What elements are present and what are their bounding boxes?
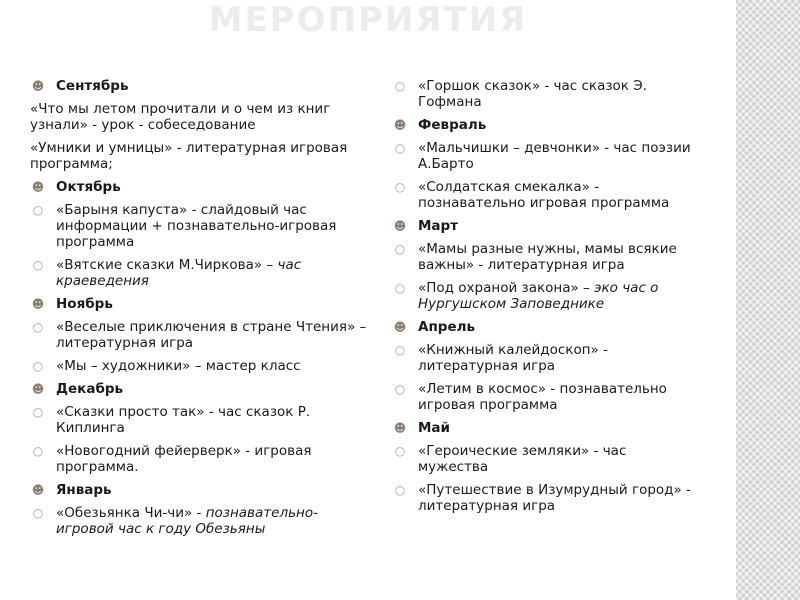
item-text: «Книжный калейдоскоп» - литературная игра [418, 342, 608, 374]
hollow-circle-icon: ○ [32, 359, 44, 373]
hollow-circle-icon: ○ [394, 281, 406, 295]
item-text: «Мамы разные нужны, мамы всякие важны» - литературная игра [418, 241, 677, 273]
event-item [30, 319, 370, 351]
event-item [392, 179, 692, 211]
smiley-icon: ☻ [31, 382, 45, 396]
item-text: «Под охраной закона» – [418, 280, 595, 296]
hollow-circle-icon: ○ [394, 382, 406, 396]
item-text: Ноябрь [56, 296, 113, 312]
event-item [392, 78, 692, 110]
smiley-icon: ☻ [393, 421, 407, 435]
hollow-circle-icon: ○ [32, 203, 44, 217]
event-item [392, 140, 692, 172]
event-item [392, 443, 692, 475]
month-heading [392, 420, 692, 436]
item-text: «Горшок сказок» - час сказок Э. Гофмана [418, 78, 647, 110]
month-heading [30, 482, 370, 498]
item-text: «Обезьянка Чи-чи» - [56, 505, 206, 521]
smiley-icon: ☻ [393, 320, 407, 334]
item-text: «Героические земляки» - час мужества [418, 443, 627, 475]
item-text: Октябрь [56, 179, 121, 195]
item-text: «Что мы летом прочитали и о чем из книг узнали» - урок - собеседование [30, 101, 331, 133]
item-text: Март [418, 218, 459, 234]
hollow-circle-icon: ○ [394, 141, 406, 155]
event-item [392, 241, 692, 273]
right-column [392, 78, 692, 521]
event-item [392, 381, 692, 413]
event-item [30, 358, 370, 374]
hollow-circle-icon: ○ [32, 444, 44, 458]
smiley-icon: ☻ [393, 219, 407, 233]
item-text: Май [418, 420, 451, 436]
hollow-circle-icon: ○ [394, 79, 406, 93]
smiley-icon: ☻ [31, 180, 45, 194]
month-heading [392, 117, 692, 133]
smiley-icon: ☻ [31, 297, 45, 311]
decorative-side-stripe [736, 0, 800, 600]
event-item [392, 280, 692, 312]
event-item [30, 404, 370, 436]
item-italic-text: познавательно-игровой час к году Обезьяны [56, 505, 318, 537]
slide-title: МЕРОПРИЯТИЯ [208, 0, 528, 40]
event-item [30, 202, 370, 250]
smiley-icon: ☻ [31, 483, 45, 497]
event-item [30, 140, 370, 172]
item-text: «Новогодний фейерверк» - игровая программа. [56, 443, 312, 475]
item-text: «Солдатская смекалка» - познавательно игровая программа [418, 179, 670, 211]
month-heading [30, 381, 370, 397]
hollow-circle-icon: ○ [394, 180, 406, 194]
item-text: «Путешествие в Изумрудный город» - литературная игра [418, 482, 691, 514]
item-text: «Барыня капуста» - слайдовый час информации + познавательно-игровая программа [56, 202, 337, 250]
item-text: «Мальчишки – девчонки» - час поэзии А.Барто [418, 140, 691, 172]
hollow-circle-icon: ○ [394, 242, 406, 256]
event-item [30, 443, 370, 475]
month-heading [30, 78, 370, 94]
event-item [392, 342, 692, 374]
hollow-circle-icon: ○ [32, 506, 44, 520]
item-text: «Сказки просто так» - час сказок Р. Киплинга [56, 404, 311, 436]
item-text: Январь [56, 482, 112, 498]
smiley-icon: ☻ [393, 118, 407, 132]
item-text: «Мы – художники» – мастер класс [56, 358, 301, 374]
month-heading [30, 296, 370, 312]
event-item [30, 505, 370, 537]
hollow-circle-icon: ○ [394, 444, 406, 458]
month-heading [392, 319, 692, 335]
left-column [30, 78, 370, 544]
item-text: «Веселые приключения в стране Чтения» – литературная игра [56, 319, 367, 351]
event-item [30, 257, 370, 289]
item-text: «Умники и умницы» - литературная игровая программа; [30, 140, 348, 172]
item-italic-text: эко час о Нургушском Заповеднике [418, 280, 659, 312]
event-item [392, 482, 692, 514]
month-heading [30, 179, 370, 195]
hollow-circle-icon: ○ [32, 258, 44, 272]
item-text: Апрель [418, 319, 476, 335]
month-heading [392, 218, 692, 234]
item-italic-text: час краеведения [56, 257, 302, 289]
item-text: Сентябрь [56, 78, 129, 94]
item-text: Декабрь [56, 381, 124, 397]
hollow-circle-icon: ○ [32, 405, 44, 419]
item-text: Февраль [418, 117, 487, 133]
event-item [30, 101, 370, 133]
hollow-circle-icon: ○ [32, 320, 44, 334]
hollow-circle-icon: ○ [394, 343, 406, 357]
hollow-circle-icon: ○ [394, 483, 406, 497]
smiley-icon: ☻ [31, 79, 45, 93]
item-text: «Летим в космос» - познавательно игровая программа [418, 381, 667, 413]
item-text: «Вятские сказки М.Чиркова» – [56, 257, 278, 273]
